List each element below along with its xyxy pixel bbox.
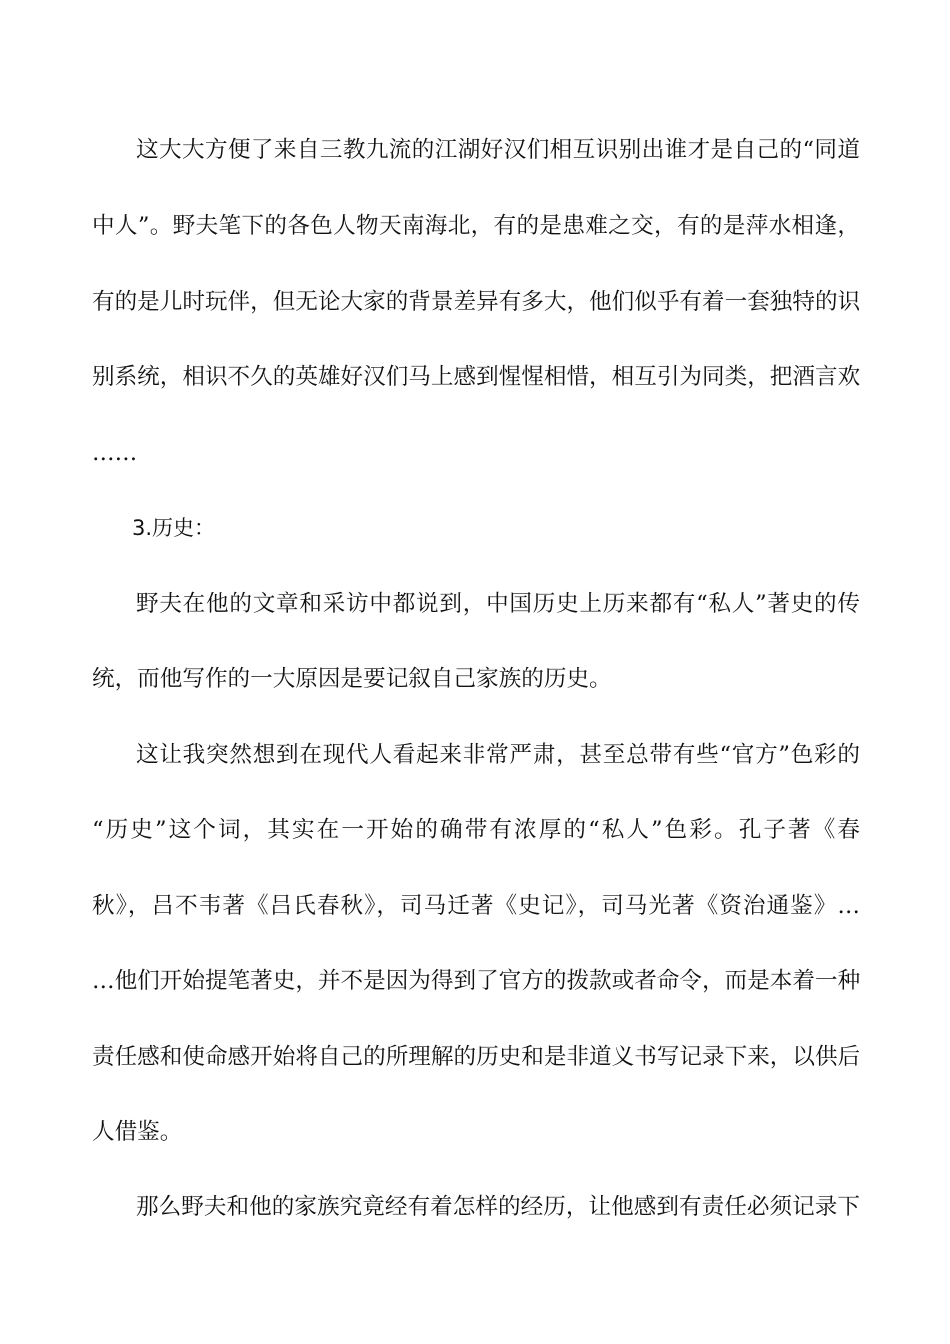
- text-line: ……: [92, 440, 138, 466]
- text-line: 人借鉴。: [92, 1119, 183, 1145]
- text-line: 那么野夫和他的家族究竟经有着怎样的经历，让他感到有责任必须记录下: [136, 1194, 860, 1220]
- text-line: 有的是儿时玩伴，但无论大家的背景差异有多大，他们似乎有着一套独特的识: [92, 289, 861, 315]
- text-line: 野夫在他的文章和采访中都说到，中国历史上历来都有“私人”著史的传: [136, 591, 860, 617]
- text-line: “历史”这个词，其实在一开始的确带有浓厚的“私人”色彩。孔子著《春: [92, 817, 860, 843]
- text-line: 这让我突然想到在现代人看起来非常严肃，甚至总带有些“官方”色彩的: [136, 742, 860, 768]
- text-line: 秋》，吕不韦著《吕氏春秋》，司马迁著《史记》，司马光著《资治通鉴》…: [92, 893, 860, 919]
- section-heading: 3.历史：: [132, 516, 216, 540]
- text-line: 别系统，相识不久的英雄好汉们马上感到惺惺相惜，相互引为同类，把酒言欢: [92, 364, 861, 390]
- text-line: 责任感和使命感开始将自己的所理解的历史和是非道义书写记录下来，以供后: [92, 1044, 861, 1070]
- text-line: 统，而他写作的一大原因是要记叙自己家族的历史。: [92, 666, 612, 692]
- text-line: 中人”。野夫笔下的各色人物天南海北，有的是患难之交，有的是萍水相逢，: [92, 213, 860, 239]
- text-line: 这大大方便了来自三教九流的江湖好汉们相互识别出谁才是自己的“同道: [136, 137, 860, 163]
- text-line: …他们开始提笔著史，并不是因为得到了官方的拨款或者命令，而是本着一种: [92, 968, 861, 994]
